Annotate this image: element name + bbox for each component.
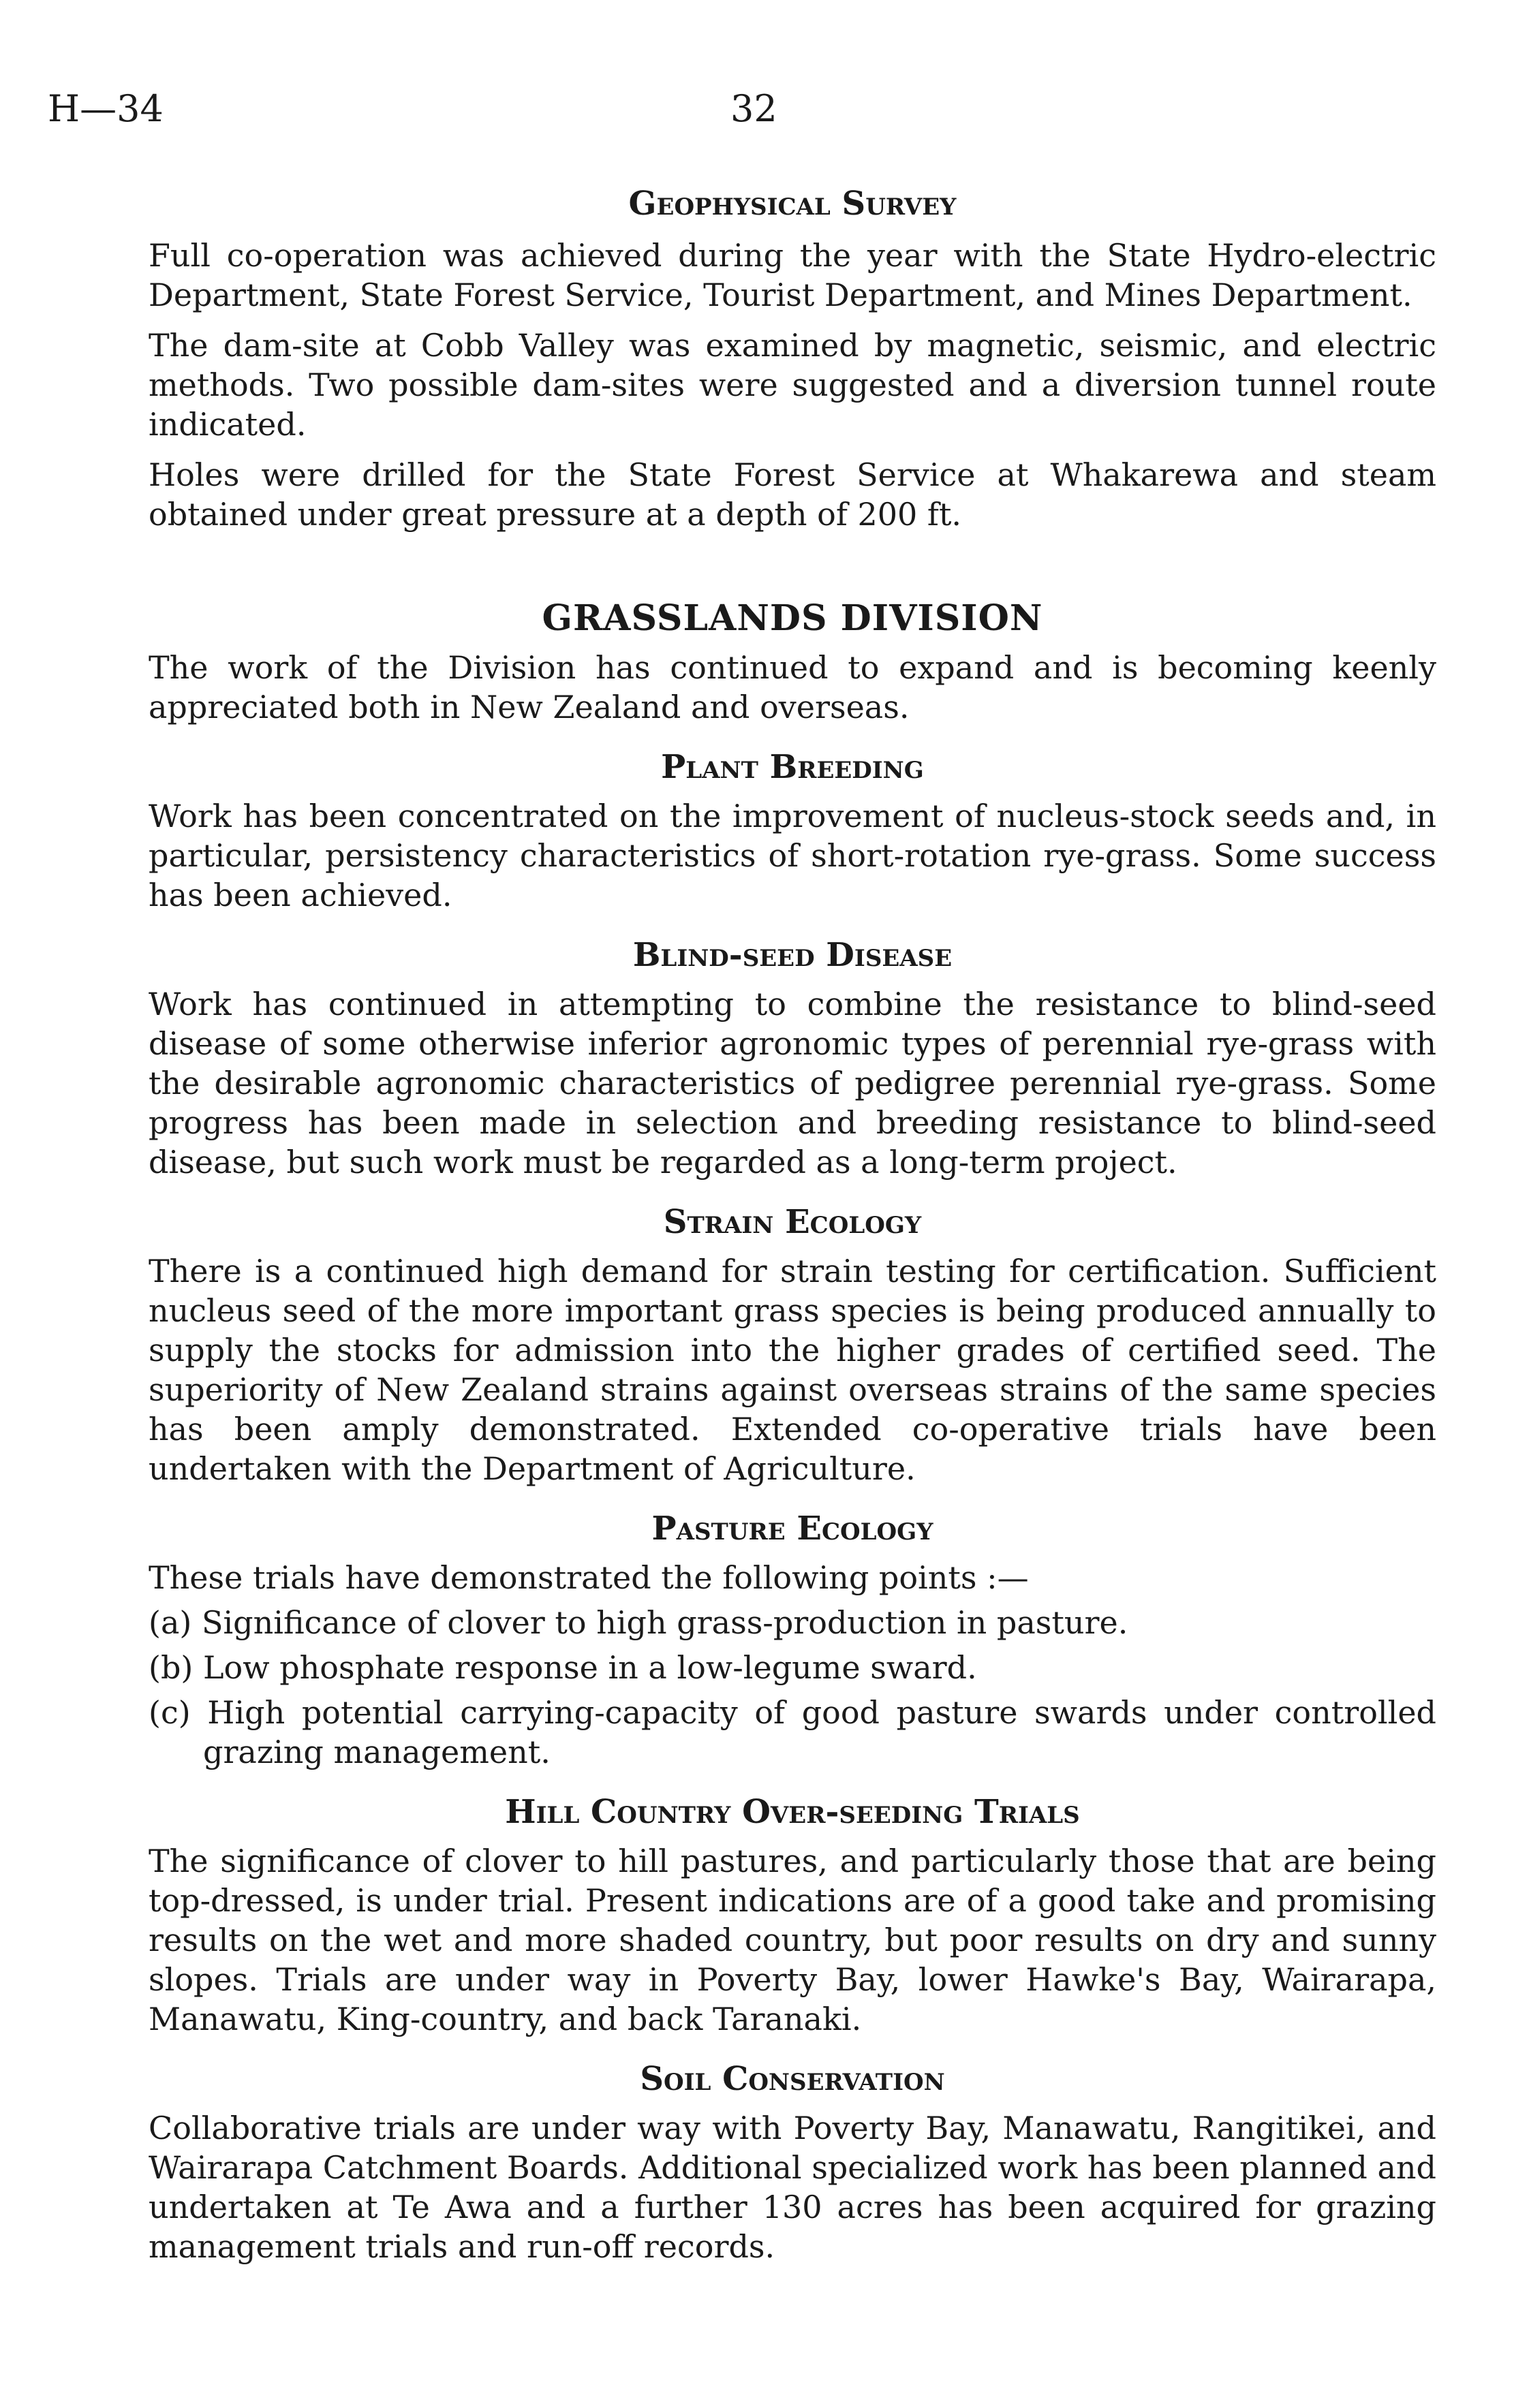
- paragraph-pasture-intro: These trials have demonstrated the following points :—: [149, 1559, 1029, 1596]
- page-body: [149, 0, 1436, 2266]
- heading-hill-country-trials: Hill Country Over-seeding Trials: [505, 1793, 1080, 1831]
- list-text-a: Significance of clover to high grass-production in pasture.: [201, 1604, 1128, 1641]
- heading-strain-ecology: Strain Ecology: [663, 1203, 922, 1241]
- list-text-c: High potential carrying-capacity of good pasture swards under controlled grazing management.: [203, 1694, 1436, 1770]
- list-item-b: [149, 1648, 1436, 1687]
- paragraph-grasslands-1: The work of the Division has continued to expand and is becoming keenly appreciated both in New Zealand and overseas.: [149, 649, 1436, 725]
- paragraph-soil-conservation: Collaborative trials are under way with Poverty Bay, Manawatu, Rangitikei, and Wairarapa Catchment Boards. Additional specialized work has been planned and undertaken at Te Awa and a further 130 acres has been acquired for grazing management trials and run-off records.: [149, 2110, 1436, 2265]
- list-item-c: [149, 1693, 1436, 1772]
- page-number: 32: [730, 87, 777, 130]
- paragraph-blind-seed: Work has continued in attempting to combine the resistance to blind-seed disease of some otherwise inferior agronomic types of perennial rye-grass with the desirable agronomic characteristics of pedigree perennial rye-grass. Some progress has been made in selection and breeding resistance to blind-seed disease, but such work must be regarded as a long-term project.: [149, 986, 1436, 1180]
- list-item-a: [149, 1603, 1436, 1642]
- heading-soil-conservation: Soil Conservation: [640, 2060, 945, 2098]
- list-text-b: Low phosphate response in a low-legume sward.: [202, 1649, 977, 1686]
- page-reference: H—34: [48, 87, 164, 130]
- paragraph-geophysical-3: Holes were drilled for the State Forest Service at Whakarewa and steam obtained under great pressure at a depth of 200 ft.: [149, 456, 1436, 533]
- heading-grasslands-division: GRASSLANDS DIVISION: [542, 597, 1043, 639]
- heading-pasture-ecology: Pasture Ecology: [651, 1510, 933, 1548]
- paragraph-hill-country: The significance of clover to hill pastures, and particularly those that are being top-dressed, is under trial. Present indications are of a good take and promising results on the wet and more shaded country, but poor results on dry and sunny slopes. Trials are under way in Poverty Bay, lower Hawke's Bay, Wairarapa, Manawatu, King-country, and back Taranaki.: [149, 1843, 1436, 2037]
- list-label-a: (a): [149, 1604, 192, 1641]
- list-label-c: (c): [149, 1694, 191, 1731]
- heading-geophysical-survey: Geophysical Survey: [628, 185, 957, 223]
- heading-blind-seed-disease: Blind-seed Disease: [632, 936, 953, 974]
- heading-plant-breeding: Plant Breeding: [661, 748, 924, 786]
- paragraph-strain-ecology: There is a continued high demand for strain testing for certification. Sufficient nucleus seed of the more important grass species is being produced annually to supply the stocks for admission into the higher grades of certified seed. The superiority of New Zealand strains against overseas strains of the same species has been amply demonstrated. Extended co-operative trials have been undertaken with the Department of Agriculture.: [149, 1253, 1436, 1487]
- paragraph-geophysical-2: The dam-site at Cobb Valley was examined by magnetic, seismic, and electric methods. Two possible dam-sites were suggested and a diversion tunnel route indicated.: [149, 327, 1436, 443]
- list-label-b: (b): [149, 1649, 194, 1686]
- paragraph-geophysical-1: Full co-operation was achieved during the year with the State Hydro-electric Department, State Forest Service, Tourist Department, and Mines Department.: [149, 237, 1436, 313]
- paragraph-plant-breeding: Work has been concentrated on the improvement of nucleus-stock seeds and, in particular, persistency characteristics of short-rotation rye-grass. Some success has been achieved.: [149, 798, 1436, 913]
